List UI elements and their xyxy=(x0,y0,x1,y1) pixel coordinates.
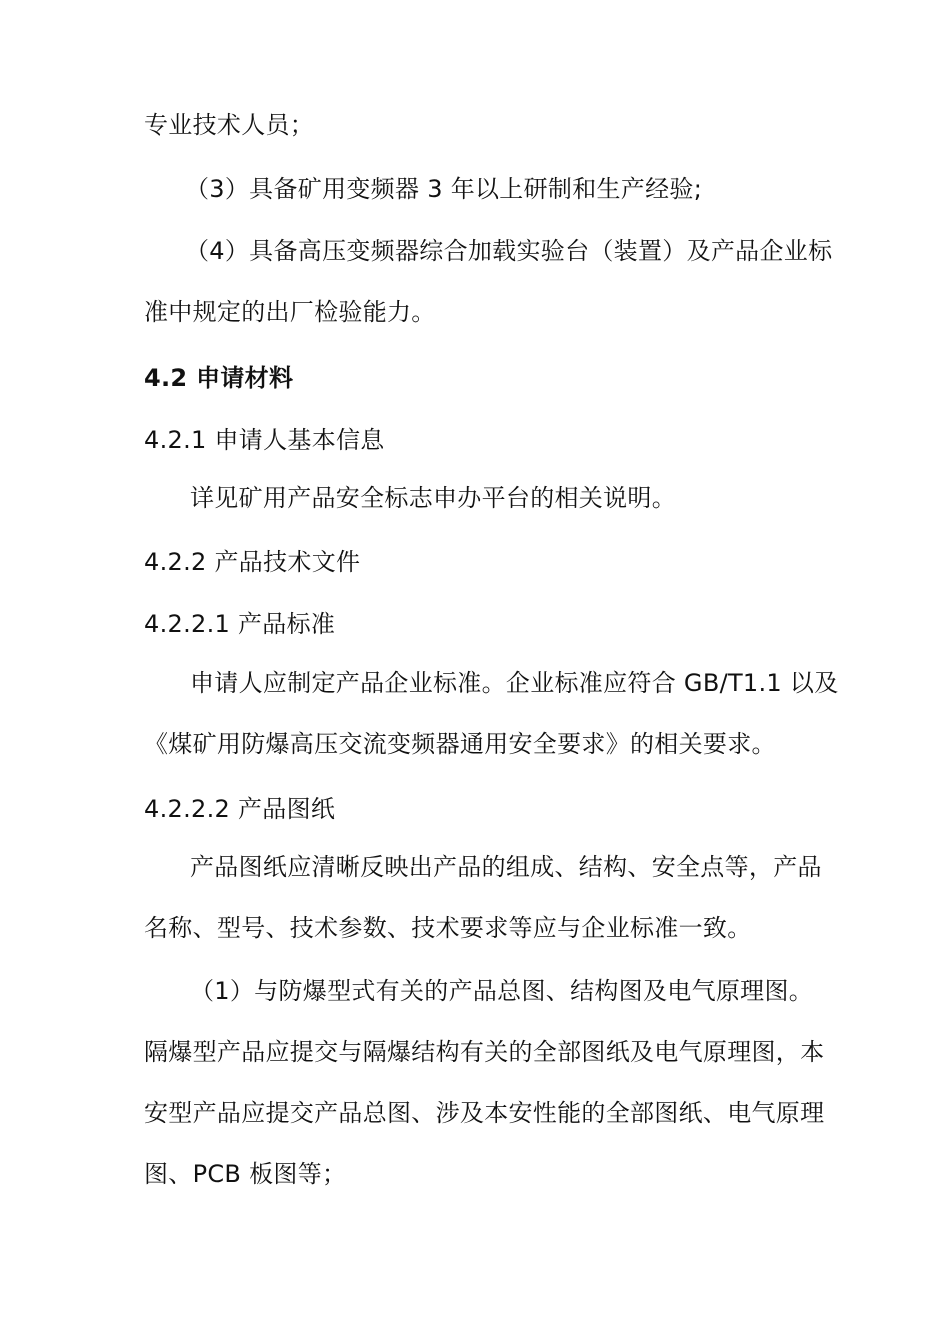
paragraph-line: 准中规定的出厂检验能力。 xyxy=(144,298,436,326)
paragraph-line: 详见矿用产品安全标志申办平台的相关说明。 xyxy=(190,484,676,512)
paragraph-line: 名称、型号、技术参数、技术要求等应与企业标准一致。 xyxy=(144,914,752,942)
list-item-4: （4）具备高压变频器综合加载实验台（装置）及产品企业标 xyxy=(185,237,833,265)
list-item-3: （3）具备矿用变频器 3 年以上研制和生产经验; xyxy=(185,175,703,203)
paragraph-line: 安型产品应提交产品总图、涉及本安性能的全部图纸、电气原理 xyxy=(144,1099,825,1127)
paragraph-line: 图、PCB 板图等； xyxy=(144,1160,347,1188)
paragraph-line: 申请人应制定产品企业标准。企业标准应符合 GB/T1.1 以及 xyxy=(190,669,839,697)
subsection-heading-4-2-1: 4.2.1 申请人基本信息 xyxy=(144,426,385,454)
paragraph-line: 隔爆型产品应提交与隔爆结构有关的全部图纸及电气原理图，本 xyxy=(144,1038,825,1066)
subsection-heading-4-2-2-2: 4.2.2.2 产品图纸 xyxy=(144,795,336,823)
section-heading-4-2: 4.2 申请材料 xyxy=(144,364,294,392)
list-item-1: （1）与防爆型式有关的产品总图、结构图及电气原理图。 xyxy=(190,977,814,1005)
subsection-heading-4-2-2: 4.2.2 产品技术文件 xyxy=(144,548,361,576)
paragraph-line: 专业技术人员； xyxy=(144,111,315,139)
paragraph-line: 《煤矿用防爆高压交流变频器通用安全要求》的相关要求。 xyxy=(144,730,776,758)
subsection-heading-4-2-2-1: 4.2.2.1 产品标准 xyxy=(144,610,336,638)
paragraph-line: 产品图纸应清晰反映出产品的组成、结构、安全点等，产品 xyxy=(190,853,822,881)
